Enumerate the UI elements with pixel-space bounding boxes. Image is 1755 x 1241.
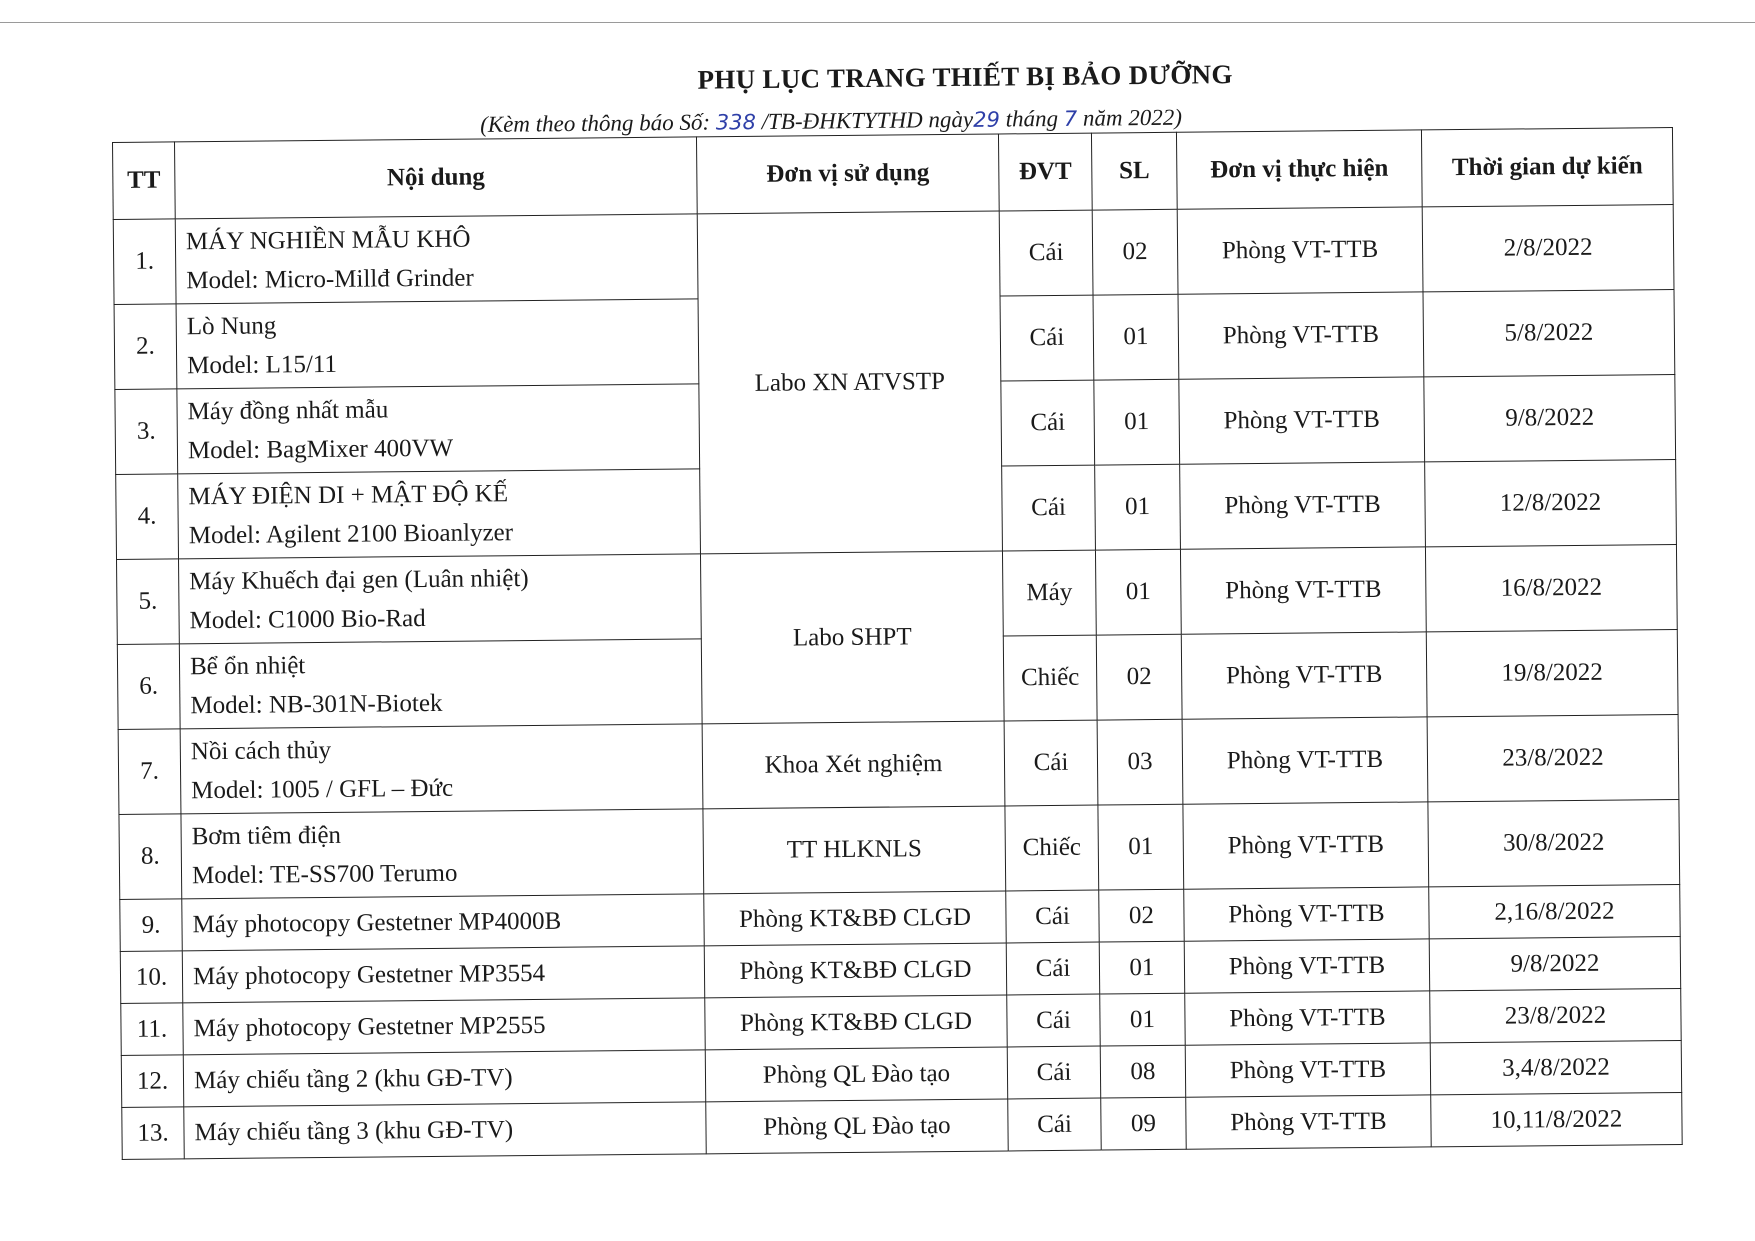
unit-of-measure: Chiếc [1005,805,1099,891]
executor: Phòng VT-TTB [1182,717,1428,804]
equipment-name: Máy Khuếch đại gen (Luân nhiệt) [189,565,529,596]
quantity: 01 [1095,549,1181,635]
executor: Phòng VT-TTB [1180,547,1426,634]
row-number: 8. [119,814,182,900]
equipment-cell [178,469,701,559]
equipment-name: Máy chiếu tầng 2 (khu GĐ-TV) [183,1050,705,1107]
scheduled-date: 2/8/2022 [1422,205,1674,292]
equipment-name: Máy chiếu tầng 3 (khu GĐ-TV) [184,1102,706,1159]
scheduled-date: 30/8/2022 [1428,799,1680,886]
scheduled-date: 12/8/2022 [1425,460,1677,547]
equipment-cell [177,384,700,474]
row-number: 1. [113,219,176,305]
handwritten-month: 7 [1063,106,1078,131]
user-unit: Khoa Xét nghiệm [702,721,1005,809]
scan-edge-line [0,22,1755,23]
col-header-dvt: ĐVT [998,133,1092,211]
scheduled-date: 3,4/8/2022 [1430,1040,1681,1094]
equipment-cell [179,639,702,729]
unit-of-measure: Cái [1001,380,1095,466]
executor: Phòng VT-TTB [1177,207,1423,294]
quantity: 02 [1092,209,1178,295]
user-unit: Phòng KT&BĐ CLGD [704,943,1006,998]
executor: Phòng VT-TTB [1184,887,1429,941]
equipment-cell [179,554,702,644]
row-number: 10. [120,951,182,1004]
equipment-table [112,127,1683,1160]
col-header-sl: SL [1091,132,1177,210]
unit-of-measure: Cái [1007,1046,1100,1099]
equipment-model: Model: TE-SS700 Terumo [191,859,458,890]
user-unit: TT HLKNLS [703,806,1006,894]
scheduled-date: 9/8/2022 [1429,936,1680,990]
unit-of-measure: Cái [1006,942,1099,995]
unit-of-measure: Cái [1008,1098,1101,1151]
quantity: 01 [1099,941,1184,994]
row-number: 3. [115,389,178,475]
col-header-executor: Đơn vị thực hiện [1176,130,1422,209]
quantity: 02 [1099,889,1184,942]
row-number: 12. [121,1055,183,1108]
row-number: 5. [117,559,180,645]
executor: Phòng VT-TTB [1183,802,1429,889]
equipment-model: Model: C1000 Bio-Rad [189,605,426,635]
unit-of-measure: Cái [999,210,1093,296]
quantity: 08 [1100,1045,1185,1098]
unit-of-measure: Cái [1002,465,1096,551]
equipment-model: Model: 1005 / GFL – Đức [191,774,454,805]
unit-of-measure: Cái [1004,720,1098,806]
scheduled-date: 16/8/2022 [1425,545,1677,632]
executor: Phòng VT-TTB [1186,1095,1431,1149]
unit-of-measure: Cái [1000,295,1094,381]
table-row [113,205,1674,305]
quantity: 01 [1095,464,1181,550]
scheduled-date: 2,16/8/2022 [1429,884,1680,938]
equipment-model: Model: Micro-Millđ Grinder [186,264,474,295]
scheduled-date: 5/8/2022 [1423,290,1675,377]
equipment-cell [180,724,703,814]
table-row [118,714,1679,814]
equipment-cell [175,214,698,304]
quantity: 01 [1098,804,1184,890]
handwritten-number: 338 [715,110,757,135]
unit-of-measure: Chiếc [1003,635,1097,721]
executor: Phòng VT-TTB [1185,1043,1430,1097]
executor: Phòng VT-TTB [1180,462,1426,549]
page-title: PHỤ LỤC TRANG THIẾT BỊ BẢO DƯỠNG [697,59,1233,95]
equipment-model: Model: L15/11 [187,350,338,380]
subtitle-prefix: (Kèm theo thông báo Số: [480,109,716,137]
equipment-name: Máy photocopy Gestetner MP4000B [182,894,704,951]
user-unit: Labo XN ATVSTP [697,211,1002,554]
subtitle-month-label: tháng [999,105,1064,132]
row-number: 9. [120,899,182,952]
user-unit: Phòng QL Đào tạo [705,1047,1007,1102]
equipment-model: Model: NB-301N-Biotek [190,689,443,720]
col-header-content: Nội dung [175,137,698,219]
unit-of-measure: Cái [1007,994,1100,1047]
table-header-row [113,128,1674,220]
col-header-time: Thời gian dự kiến [1421,128,1673,207]
handwritten-day: 29 [973,107,1001,132]
row-number: 4. [116,474,179,560]
row-number: 11. [121,1003,183,1056]
quantity: 03 [1097,719,1183,805]
scheduled-date: 10,11/8/2022 [1431,1092,1682,1146]
row-number: 7. [118,729,181,815]
quantity: 09 [1101,1097,1186,1150]
executor: Phòng VT-TTB [1181,632,1427,719]
equipment-table-wrapper [112,127,1682,1160]
row-number: 13. [122,1107,184,1160]
equipment-name: Bơm tiêm điện [191,821,342,851]
unit-of-measure: Máy [1002,550,1096,636]
equipment-name: Máy photocopy Gestetner MP3554 [182,946,704,1003]
equipment-name: Lò Nung [186,312,277,341]
equipment-name: MÁY NGHIỀN MẪU KHÔ [185,225,471,256]
user-unit: Phòng KT&BĐ CLGD [705,995,1007,1050]
col-header-user-unit: Đơn vị sử dụng [696,134,999,214]
table-row [119,799,1680,899]
equipment-name: Máy đồng nhất mẫu [187,396,389,426]
equipment-name: Bể ổn nhiệt [189,652,306,681]
user-unit: Phòng QL Đào tạo [706,1099,1008,1154]
col-header-tt: TT [113,142,176,220]
quantity: 01 [1100,993,1185,1046]
quantity: 01 [1093,294,1179,380]
subtitle-suffix: năm 2022) [1077,104,1183,131]
row-number: 6. [117,644,180,730]
table-row [117,545,1678,645]
scheduled-date: 23/8/2022 [1427,714,1679,801]
equipment-name: MÁY ĐIỆN DI + MẬT ĐỘ KẾ [188,480,509,511]
scheduled-date: 23/8/2022 [1430,988,1681,1042]
executor: Phòng VT-TTB [1178,292,1424,379]
equipment-name: Nồi cách thủy [190,736,332,766]
executor: Phòng VT-TTB [1185,991,1430,1045]
scheduled-date: 9/8/2022 [1424,375,1676,462]
quantity: 02 [1096,634,1182,720]
executor: Phòng VT-TTB [1179,377,1425,464]
unit-of-measure: Cái [1006,890,1099,943]
equipment-model: Model: Agilent 2100 Bioanlyzer [188,519,514,550]
scheduled-date: 19/8/2022 [1426,629,1678,716]
user-unit: Phòng KT&BĐ CLGD [704,891,1006,946]
equipment-model: Model: BagMixer 400VW [187,434,454,465]
executor: Phòng VT-TTB [1184,939,1429,993]
equipment-name: Máy photocopy Gestetner MP2555 [183,998,705,1055]
row-number: 2. [114,304,177,390]
equipment-cell [181,809,704,899]
subtitle-mid: /TB-ĐHKTYTHD ngày [755,106,974,135]
equipment-cell [176,299,699,389]
quantity: 01 [1094,379,1180,465]
user-unit: Labo SHPT [700,551,1004,724]
